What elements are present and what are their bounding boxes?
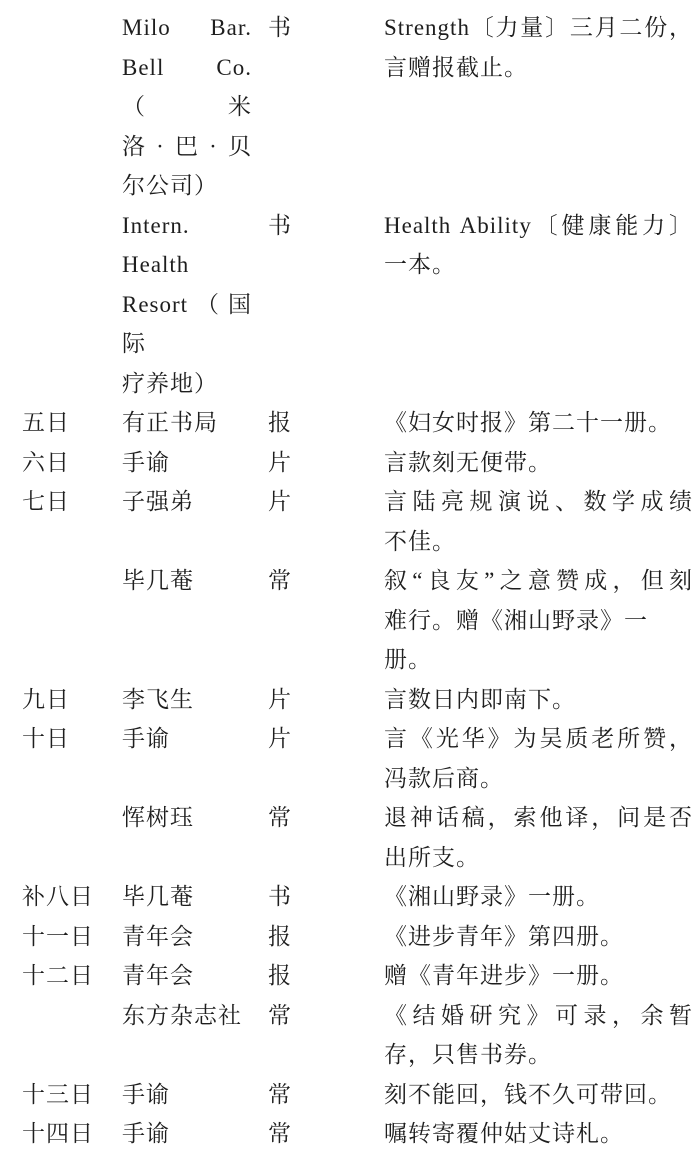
text-line: 言赠报截止。 (384, 54, 528, 80)
entry-sender (122, 680, 268, 720)
entry-content (384, 206, 693, 285)
text-line: 存，只售书券。 (384, 1042, 552, 1067)
text-line: 言款刻无便带。 (384, 449, 552, 475)
text-line: 言《光华》为吴质老所赞， (384, 726, 693, 751)
entry-content (384, 719, 693, 798)
text-line: 出所支。 (384, 844, 480, 870)
entry-content (384, 798, 693, 877)
ledger-row (22, 403, 699, 443)
text-line: 疗养地） (122, 370, 218, 396)
entry-type: 常 (268, 805, 292, 830)
text-line: 李飞生 (122, 686, 194, 712)
entry-date: 六日 (22, 449, 70, 475)
entry-type: 常 (268, 1081, 292, 1107)
text-line: 青年会 (122, 923, 194, 949)
text-line: 《结婚研究》可录，余暂 (384, 1002, 693, 1028)
entry-date: 十二日 (22, 963, 94, 988)
entry-sender (122, 482, 268, 522)
ledger-row (22, 8, 699, 206)
text-line: Health Ability〔健康能力〕 (384, 212, 693, 238)
entry-date (22, 561, 122, 601)
text-line: 恽树珏 (122, 805, 194, 830)
entry-sender (122, 8, 268, 206)
ledger-row (22, 206, 699, 404)
text-line: 青年会 (122, 963, 194, 988)
entry-content (384, 877, 693, 917)
text-line: 言数日内即南下。 (384, 686, 576, 712)
entry-type: 常 (268, 1121, 292, 1146)
text-line: 东方杂志社 (122, 1002, 242, 1028)
text-line: Resort（国际 (122, 291, 252, 356)
entry-content (384, 482, 693, 561)
ledger-row (22, 719, 699, 798)
entry-date: 十四日 (22, 1121, 94, 1146)
entry-type: 书 (268, 15, 292, 40)
entry-sender (122, 877, 268, 917)
entry-type: 片 (268, 489, 292, 514)
entry-type: 片 (268, 726, 292, 751)
entry-content (384, 917, 693, 957)
entry-date: 十日 (22, 726, 70, 751)
entry-date: 补八日 (22, 884, 94, 909)
ledger-rows (22, 8, 699, 1154)
entry-sender (122, 996, 268, 1036)
entry-sender (122, 561, 268, 601)
entry-sender (122, 443, 268, 483)
text-line: 毕几菴 (122, 884, 194, 909)
text-line: Bell Co.（米 (122, 54, 252, 119)
entry-content (384, 680, 693, 720)
entry-sender (122, 798, 268, 838)
text-line: 难行。赠《湘山野录》一册。 (384, 607, 648, 672)
entry-type: 报 (268, 963, 292, 988)
text-line: 赠《青年进步》一册。 (384, 963, 624, 988)
text-line: 手谕 (122, 449, 170, 475)
text-line: 手谕 (122, 726, 170, 751)
entry-date: 五日 (22, 410, 70, 435)
text-line: 冯款后商。 (384, 765, 504, 791)
text-line: 言陆亮规演说、数学成绩 (384, 489, 693, 514)
entry-date (22, 206, 122, 246)
text-line: 子强弟 (122, 489, 194, 514)
entry-content (384, 403, 693, 443)
text-line: 退神话稿，索他译，问是否 (384, 805, 693, 830)
text-line: 洛·巴·贝 (122, 133, 252, 159)
ledger-row (22, 1114, 699, 1154)
text-line: 嘱转寄覆仲姑丈诗札。 (384, 1121, 624, 1146)
entry-type: 书 (268, 884, 292, 909)
entry-type: 常 (268, 1002, 292, 1028)
entry-content (384, 996, 693, 1075)
entry-sender (122, 917, 268, 957)
entry-type: 片 (268, 449, 292, 475)
text-line: 叙“良友”之意赞成，但刻 (384, 568, 693, 593)
entry-type: 报 (268, 410, 292, 435)
ledger-row (22, 798, 699, 877)
text-line: 手谕 (122, 1081, 170, 1107)
text-line: Intern. Health (122, 212, 190, 277)
text-line: 手谕 (122, 1121, 170, 1146)
entry-type: 报 (268, 923, 292, 949)
entry-content (384, 443, 693, 483)
entry-sender (122, 1075, 268, 1115)
ledger-row (22, 482, 699, 561)
text-line: Strength〔力量〕三月二份， (384, 15, 693, 40)
entry-date: 九日 (22, 686, 70, 712)
entry-date (22, 8, 122, 48)
ledger-row (22, 561, 699, 680)
entry-content (384, 956, 693, 996)
ledger-row (22, 877, 699, 917)
entry-type: 书 (268, 212, 292, 238)
text-line: 有正书局 (122, 410, 218, 435)
entry-type: 常 (268, 568, 292, 593)
text-line: 刻不能回，钱不久可带回。 (384, 1081, 672, 1107)
ledger-row (22, 680, 699, 720)
entry-sender (122, 403, 268, 443)
entry-content (384, 1075, 693, 1115)
text-line: Milo Bar. (122, 15, 252, 40)
text-line: 毕几菴 (122, 568, 194, 593)
entry-content (384, 561, 693, 680)
entry-date: 七日 (22, 489, 70, 514)
entry-sender (122, 1114, 268, 1154)
entry-date (22, 798, 122, 838)
entry-sender (122, 206, 268, 404)
text-line: 《妇女时报》第二十一册。 (384, 410, 672, 435)
ledger-row (22, 917, 699, 957)
ledger-row (22, 443, 699, 483)
entry-date (22, 996, 122, 1036)
entry-date: 十一日 (22, 923, 94, 949)
entry-sender (122, 719, 268, 759)
text-line: 《湘山野录》一册。 (384, 884, 600, 909)
text-line: 尔公司） (122, 173, 218, 198)
entry-type: 片 (268, 686, 292, 712)
text-line: 《进步青年》第四册。 (384, 923, 624, 949)
text-line: 不佳。 (384, 528, 456, 554)
ledger-row (22, 1075, 699, 1115)
entry-sender (122, 956, 268, 996)
ledger-row (22, 996, 699, 1075)
ledger-row (22, 956, 699, 996)
entry-date: 十三日 (22, 1081, 94, 1107)
text-line: 一本。 (384, 252, 456, 277)
entry-content (384, 1114, 693, 1154)
entry-content (384, 8, 693, 87)
